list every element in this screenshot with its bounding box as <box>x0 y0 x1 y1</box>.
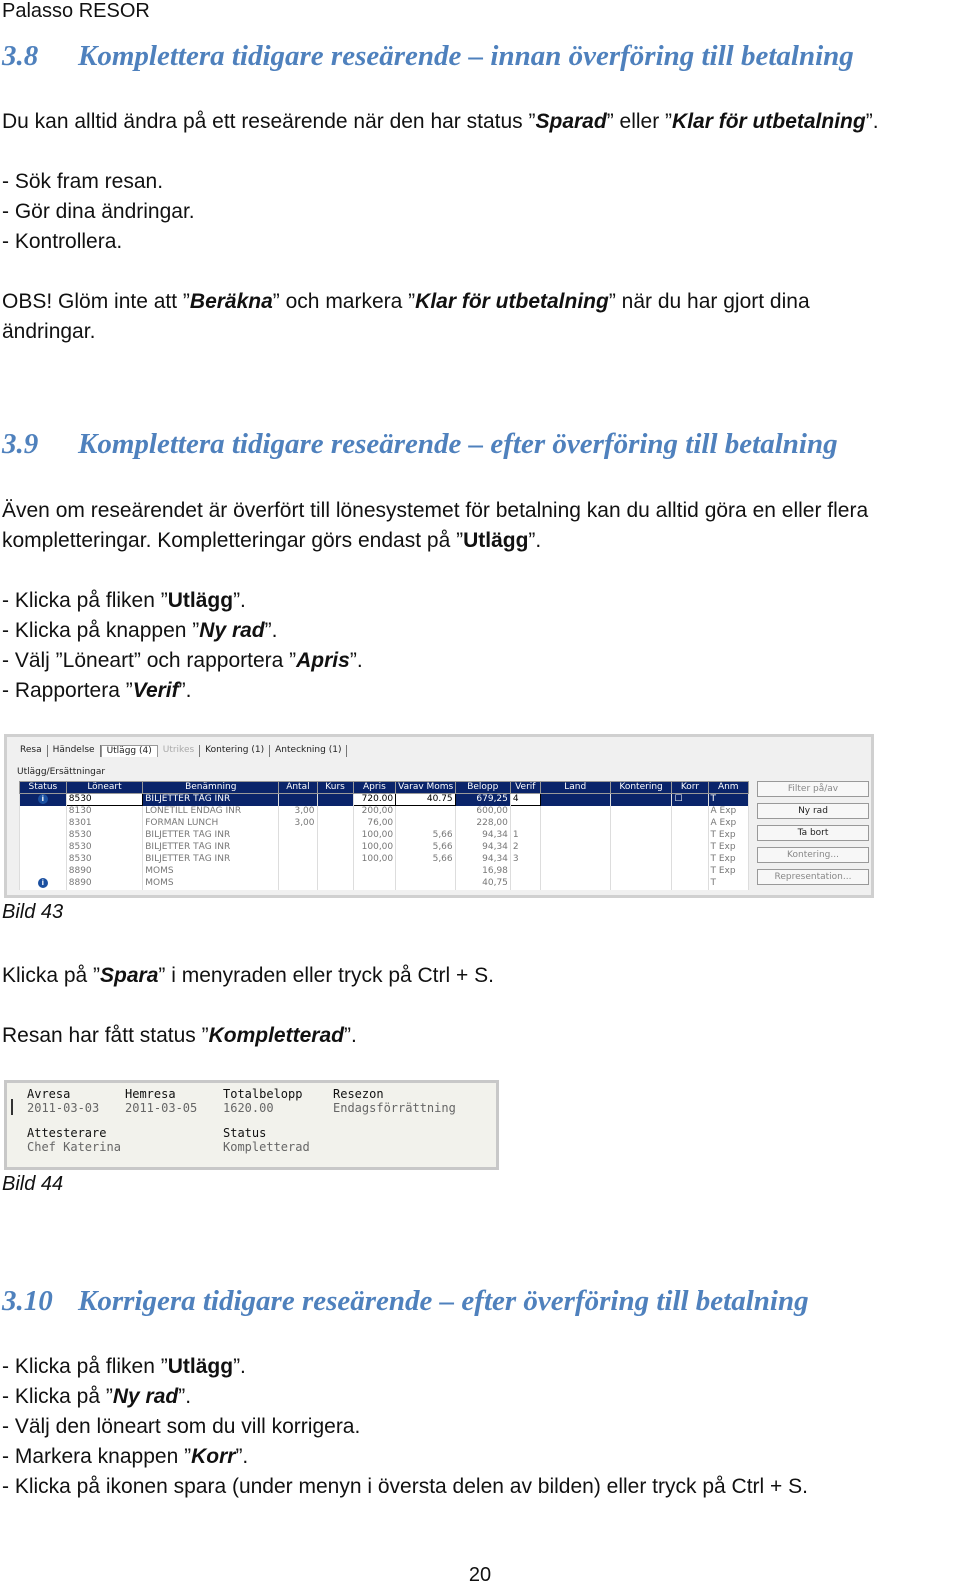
table-cell: T <box>708 794 748 806</box>
table-cell <box>610 878 672 890</box>
resezon-label: Resezon <box>333 1087 384 1101</box>
table-cell: 100,00 <box>353 854 396 866</box>
list-item: - Sök fram resan. <box>2 170 164 193</box>
table-cell <box>279 830 317 842</box>
table-cell <box>396 878 456 890</box>
table-cell <box>317 830 353 842</box>
table-cell <box>610 794 672 806</box>
table-cell <box>317 818 353 830</box>
table-row[interactable] <box>20 842 749 854</box>
table-cell: 100,00 <box>353 842 396 854</box>
delete-button[interactable]: Ta bort <box>757 825 869 841</box>
intro-3-8: Du kan alltid ändra på ett reseärende när den har status ”Sparad” eller ”Klar för utbetalning”. <box>2 110 879 133</box>
column-header[interactable]: Kurs <box>317 782 353 794</box>
info-icon: i <box>38 794 48 804</box>
table-row[interactable] <box>20 818 749 830</box>
table-cell <box>672 842 708 854</box>
table-row[interactable] <box>20 878 749 890</box>
table-cell: 3,00 <box>279 818 317 830</box>
section-heading-3-10: 3.10 Korrigera tidigare reseärende – efter överföring till betalning <box>2 1285 809 1317</box>
table-cell <box>672 866 708 878</box>
table-cell <box>510 806 540 818</box>
table-row[interactable] <box>20 830 749 842</box>
table-cell: 76,00 <box>353 818 396 830</box>
table-cell <box>540 830 610 842</box>
table-cell[interactable]: 4 <box>510 794 540 806</box>
table-cell[interactable]: 40.75 <box>396 794 456 806</box>
column-header[interactable]: Verif <box>510 782 540 794</box>
table-cell <box>510 866 540 878</box>
table-cell <box>396 806 456 818</box>
table-cell: 94,34 <box>455 830 510 842</box>
status-cell <box>20 866 67 878</box>
table-cell <box>279 794 317 806</box>
table-cell: 8530 <box>66 854 143 866</box>
table-cell: 16,98 <box>455 866 510 878</box>
table-cell <box>672 878 708 890</box>
table-cell <box>672 830 708 842</box>
list-item: - Rapportera ”Verif”. <box>2 679 192 702</box>
table-cell <box>540 794 610 806</box>
column-header[interactable]: Löneart <box>66 782 143 794</box>
table-cell: 8301 <box>66 818 143 830</box>
table-cell: 228,00 <box>455 818 510 830</box>
column-header[interactable]: Belopp <box>455 782 510 794</box>
list-item: - Klicka på ”Ny rad”. <box>2 1385 192 1408</box>
table-cell[interactable]: 720.00 <box>353 794 396 806</box>
table-cell <box>540 842 610 854</box>
tab-utrikes[interactable]: Utrikes <box>158 745 200 757</box>
table-cell <box>279 878 317 890</box>
table-cell: LÖNETILL ENDAG INR <box>143 806 279 818</box>
hemresa-value: 2011-03-05 <box>125 1101 198 1115</box>
total-value: 1620.00 <box>223 1101 274 1115</box>
table-cell: 5,66 <box>396 842 456 854</box>
table-cell <box>396 866 456 878</box>
table-cell: ☐ <box>672 794 708 806</box>
table-row[interactable] <box>20 794 749 806</box>
table-cell <box>672 806 708 818</box>
table-cell: A Exp <box>708 806 748 818</box>
table-cell <box>317 866 353 878</box>
column-header[interactable]: Korr <box>672 782 708 794</box>
table-cell: 3 <box>510 854 540 866</box>
tab-bar <box>15 745 347 757</box>
table-cell: 2 <box>510 842 540 854</box>
list-item: - Gör dina ändringar. <box>2 200 195 223</box>
table-cell: 3,00 <box>279 806 317 818</box>
status-cell <box>20 878 67 890</box>
grid-header-row <box>20 782 749 794</box>
list-item: - Välj den löneart som du vill korrigera. <box>2 1415 361 1438</box>
list-item: - Kontrollera. <box>2 230 123 253</box>
attest-value: Chef Katerina <box>27 1140 121 1154</box>
table-cell: 94,34 <box>455 854 510 866</box>
table-cell: 94,34 <box>455 842 510 854</box>
table-cell <box>672 854 708 866</box>
list-item: - Klicka på fliken ”Utlägg”. <box>2 589 246 612</box>
status-cell <box>20 794 67 806</box>
table-cell: 5,66 <box>396 830 456 842</box>
table-cell: T Exp <box>708 842 748 854</box>
list-item: - Välj ”Löneart” och rapportera ”Apris”. <box>2 649 363 672</box>
column-header[interactable]: Kontering <box>610 782 672 794</box>
table-cell: BILJETTER TÅG INR <box>143 854 279 866</box>
table-cell <box>317 854 353 866</box>
table-cell: MOMS <box>143 866 279 878</box>
bild43-screenshot <box>4 734 874 898</box>
list-item: - Klicka på ikonen spara (under menyn i översta delen av bilden) eller tryck på Ctrl + S. <box>2 1475 808 1498</box>
status-cell <box>20 830 67 842</box>
table-cell: BILJETTER TÅG INR <box>143 842 279 854</box>
table-cell: 8530 <box>66 842 143 854</box>
table-cell: 8530 <box>66 830 143 842</box>
column-header[interactable]: Anm <box>708 782 748 794</box>
avresa-value: 2011-03-03 <box>27 1101 100 1115</box>
steps-3-8 <box>2 167 195 257</box>
table-cell <box>610 818 672 830</box>
column-header[interactable]: Apris <box>353 782 396 794</box>
kontering-button[interactable]: Kontering... <box>757 847 869 863</box>
group-label: Utlägg/Ersättningar <box>17 767 106 777</box>
status-label: Status <box>223 1126 267 1140</box>
caption-bild-43: Bild 43 <box>2 901 64 923</box>
table-cell <box>610 866 672 878</box>
avresa-label: Avresa <box>27 1087 71 1101</box>
steps-3-10 <box>2 1352 808 1502</box>
list-item: - Markera knappen ”Korr”. <box>2 1445 249 1468</box>
bild44-screenshot <box>4 1080 499 1170</box>
resezon-value: Endagsförrättning <box>333 1101 456 1115</box>
section-heading-3-8: 3.8 Komplettera tidigare reseärende – innan överföring till betalning <box>2 40 854 72</box>
hemresa-label: Hemresa <box>125 1087 176 1101</box>
info-icon: i <box>38 878 48 888</box>
table-cell: 679,25 <box>455 794 510 806</box>
table-cell <box>317 806 353 818</box>
table-row[interactable] <box>20 806 749 818</box>
list-item: - Klicka på knappen ”Ny rad”. <box>2 619 278 642</box>
table-cell: T Exp <box>708 866 748 878</box>
table-cell <box>540 806 610 818</box>
table-cell <box>353 878 396 890</box>
table-row[interactable] <box>20 854 749 866</box>
column-header[interactable]: Land <box>540 782 610 794</box>
table-cell <box>510 818 540 830</box>
table-cell: BILJETTER TÅG INR <box>143 830 279 842</box>
table-cell: BILJETTER TÅG INR <box>143 794 279 806</box>
table-cell: FÖRMÅN LUNCH <box>143 818 279 830</box>
table-cell: T Exp <box>708 830 748 842</box>
total-label: Totalbelopp <box>223 1087 303 1101</box>
list-item: - Klicka på fliken ”Utlägg”. <box>2 1355 246 1378</box>
table-cell <box>317 794 353 806</box>
caption-bild-44: Bild 44 <box>2 1173 64 1195</box>
intro-3-9: Även om reseärendet är överfört till lönesystemet för betalning kan du alltid göra en eller flera kompletteringar. Kompletteringar görs endast på ”Utlägg”. <box>2 499 869 552</box>
attest-label: Attesterare <box>27 1126 107 1140</box>
representation-button[interactable]: Representation... <box>757 869 869 885</box>
table-cell: 200,00 <box>353 806 396 818</box>
status-note: Resan har fått status ”Kompletterad”. <box>2 1024 357 1047</box>
table-cell: A Exp <box>708 818 748 830</box>
table-cell <box>317 878 353 890</box>
expense-grid <box>19 781 749 890</box>
table-cell: 1 <box>510 830 540 842</box>
steps-3-9 <box>2 586 363 706</box>
table-cell: MOMS <box>143 878 279 890</box>
status-value: Kompletterad <box>223 1140 310 1154</box>
obs-note: OBS! Glöm inte att ”Beräkna” och markera ”Klar för utbetalning” när du har gjort dina ändringar. <box>2 290 810 343</box>
column-header[interactable]: Varav Moms <box>396 782 456 794</box>
table-cell: 8890 <box>66 878 143 890</box>
table-cell <box>279 842 317 854</box>
tab-resa[interactable]: Resa <box>15 745 48 757</box>
table-cell <box>610 830 672 842</box>
table-cell <box>279 866 317 878</box>
filter-button[interactable]: Filter på/av <box>757 781 869 797</box>
tab-handelse[interactable]: Händelse <box>48 745 101 757</box>
table-cell: T Exp <box>708 854 748 866</box>
column-header[interactable]: Status <box>20 782 67 794</box>
table-cell <box>279 854 317 866</box>
column-header[interactable]: Benämning <box>143 782 279 794</box>
table-cell: 600,00 <box>455 806 510 818</box>
new-row-button[interactable]: Ny rad <box>757 803 869 819</box>
table-cell <box>540 866 610 878</box>
save-instruction: Klicka på ”Spara” i menyraden eller tryck på Ctrl + S. <box>2 964 494 987</box>
tab-anteckning[interactable]: Anteckning (1) <box>270 745 347 757</box>
table-cell <box>672 818 708 830</box>
side-buttons <box>757 781 869 891</box>
table-cell[interactable]: 8530 <box>66 794 143 806</box>
column-header[interactable]: Antal <box>279 782 317 794</box>
table-cell: 8890 <box>66 866 143 878</box>
table-cell: T <box>708 878 748 890</box>
table-cell <box>317 842 353 854</box>
page-header: Palasso RESOR <box>2 0 150 22</box>
table-cell <box>396 818 456 830</box>
tab-utlagg[interactable]: Utlägg (4) <box>101 745 158 757</box>
table-cell <box>540 854 610 866</box>
status-cell <box>20 806 67 818</box>
table-cell <box>540 818 610 830</box>
table-cell: 40,75 <box>455 878 510 890</box>
table-cell <box>610 806 672 818</box>
table-cell <box>510 878 540 890</box>
section-heading-3-9: 3.9 Komplettera tidigare reseärende – efter överföring till betalning <box>2 428 838 460</box>
status-cell <box>20 854 67 866</box>
tab-kontering[interactable]: Kontering (1) <box>200 745 270 757</box>
table-cell: 8130 <box>66 806 143 818</box>
table-cell: 100,00 <box>353 830 396 842</box>
table-row[interactable] <box>20 866 749 878</box>
page-number: 20 <box>468 1564 492 1586</box>
table-cell <box>610 842 672 854</box>
status-cell <box>20 818 67 830</box>
table-cell <box>610 854 672 866</box>
table-cell: 5,66 <box>396 854 456 866</box>
status-cell <box>20 842 67 854</box>
table-cell <box>353 866 396 878</box>
table-cell <box>540 878 610 890</box>
